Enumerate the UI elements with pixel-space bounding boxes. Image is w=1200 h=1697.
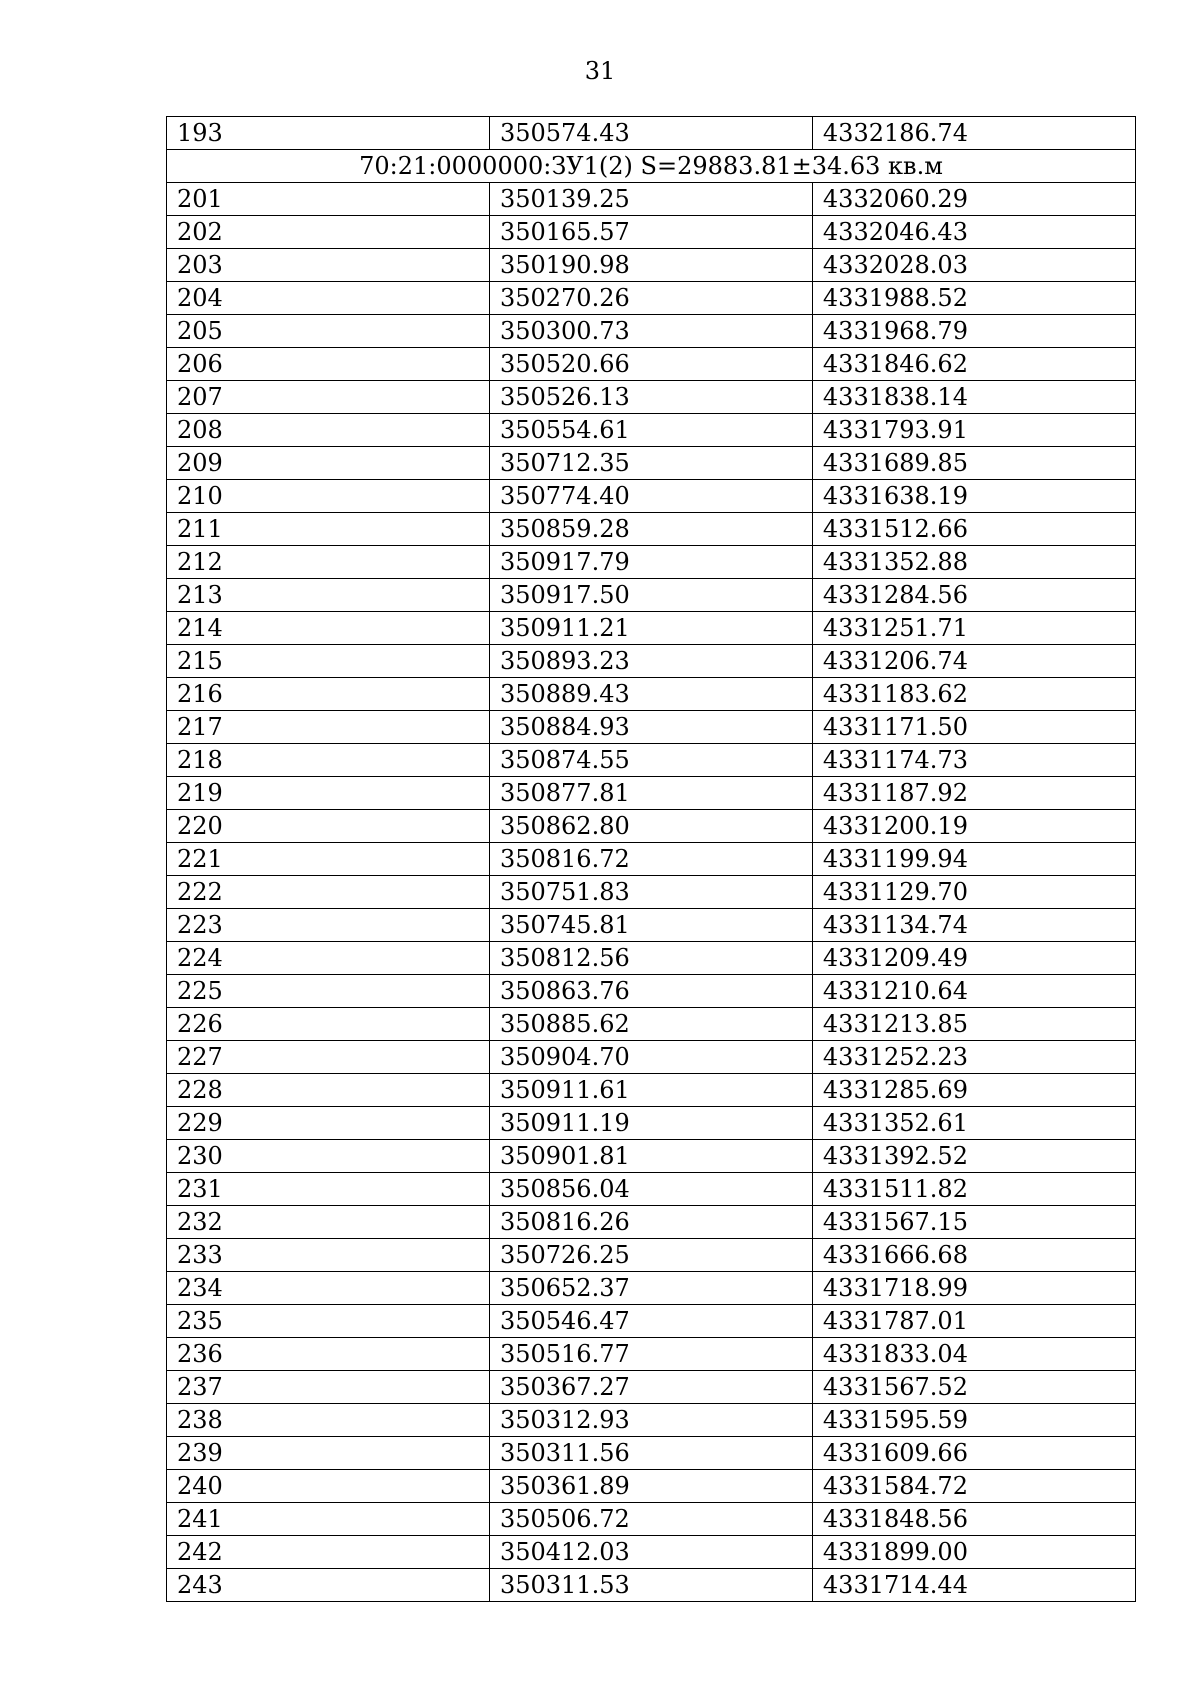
table-row bbox=[167, 1206, 1136, 1239]
point-number-cell: 204 bbox=[167, 282, 490, 315]
point-number-cell: 201 bbox=[167, 183, 490, 216]
y-coordinate-cell: 4331968.79 bbox=[812, 315, 1135, 348]
point-number-cell: 231 bbox=[167, 1173, 490, 1206]
x-coordinate-cell: 350516.77 bbox=[489, 1338, 812, 1371]
point-number-cell: 227 bbox=[167, 1041, 490, 1074]
point-number-cell: 237 bbox=[167, 1371, 490, 1404]
table-row bbox=[167, 1008, 1136, 1041]
point-number-cell: 215 bbox=[167, 645, 490, 678]
x-coordinate-cell: 350751.83 bbox=[489, 876, 812, 909]
x-coordinate-cell: 350917.79 bbox=[489, 546, 812, 579]
x-coordinate-cell: 350816.26 bbox=[489, 1206, 812, 1239]
x-coordinate-cell: 350856.04 bbox=[489, 1173, 812, 1206]
x-coordinate-cell: 350526.13 bbox=[489, 381, 812, 414]
point-number-cell: 239 bbox=[167, 1437, 490, 1470]
point-number-cell: 207 bbox=[167, 381, 490, 414]
y-coordinate-cell: 4331838.14 bbox=[812, 381, 1135, 414]
y-coordinate-cell: 4331213.85 bbox=[812, 1008, 1135, 1041]
point-number-cell: 203 bbox=[167, 249, 490, 282]
table-row bbox=[167, 282, 1136, 315]
y-coordinate-cell: 4331352.61 bbox=[812, 1107, 1135, 1140]
point-number-cell: 212 bbox=[167, 546, 490, 579]
point-number-cell: 213 bbox=[167, 579, 490, 612]
coordinates-table bbox=[166, 116, 1136, 1602]
x-coordinate-cell: 350712.35 bbox=[489, 447, 812, 480]
table-row bbox=[167, 810, 1136, 843]
x-coordinate-cell: 350917.50 bbox=[489, 579, 812, 612]
point-number-cell: 216 bbox=[167, 678, 490, 711]
x-coordinate-cell: 350893.23 bbox=[489, 645, 812, 678]
table-row bbox=[167, 381, 1136, 414]
table-row bbox=[167, 1239, 1136, 1272]
table-row bbox=[167, 612, 1136, 645]
point-number-cell: 236 bbox=[167, 1338, 490, 1371]
section-header: 70:21:0000000:ЗУ1(2) S=29883.81±34.63 кв.м bbox=[167, 150, 1136, 183]
point-number-cell: 226 bbox=[167, 1008, 490, 1041]
table-row bbox=[167, 942, 1136, 975]
y-coordinate-cell: 4331200.19 bbox=[812, 810, 1135, 843]
table-row bbox=[167, 678, 1136, 711]
point-number-cell: 211 bbox=[167, 513, 490, 546]
table-row bbox=[167, 249, 1136, 282]
table-row bbox=[167, 777, 1136, 810]
y-coordinate-cell: 4332060.29 bbox=[812, 183, 1135, 216]
y-coordinate-cell: 4331512.66 bbox=[812, 513, 1135, 546]
table-row bbox=[167, 348, 1136, 381]
x-coordinate-cell: 350901.81 bbox=[489, 1140, 812, 1173]
y-coordinate-cell: 4331793.91 bbox=[812, 414, 1135, 447]
x-coordinate-cell: 350889.43 bbox=[489, 678, 812, 711]
y-coordinate-cell: 4331210.64 bbox=[812, 975, 1135, 1008]
table-row bbox=[167, 876, 1136, 909]
y-coordinate-cell: 4331284.56 bbox=[812, 579, 1135, 612]
y-coordinate-cell: 4331392.52 bbox=[812, 1140, 1135, 1173]
table-row bbox=[167, 1305, 1136, 1338]
x-coordinate-cell: 350911.61 bbox=[489, 1074, 812, 1107]
point-number-cell: 230 bbox=[167, 1140, 490, 1173]
point-number-cell: 222 bbox=[167, 876, 490, 909]
table-row bbox=[167, 447, 1136, 480]
y-coordinate-cell: 4331174.73 bbox=[812, 744, 1135, 777]
table-row bbox=[167, 1536, 1136, 1569]
x-coordinate-cell: 350874.55 bbox=[489, 744, 812, 777]
y-coordinate-cell: 4331171.50 bbox=[812, 711, 1135, 744]
x-coordinate-cell: 350859.28 bbox=[489, 513, 812, 546]
y-coordinate-cell: 4331285.69 bbox=[812, 1074, 1135, 1107]
point-number-cell: 229 bbox=[167, 1107, 490, 1140]
table-row bbox=[167, 1338, 1136, 1371]
x-coordinate-cell: 350311.53 bbox=[489, 1569, 812, 1602]
page-number: 31 bbox=[584, 57, 616, 85]
y-coordinate-cell: 4331352.88 bbox=[812, 546, 1135, 579]
x-coordinate-cell: 350311.56 bbox=[489, 1437, 812, 1470]
table-row bbox=[167, 513, 1136, 546]
y-coordinate-cell: 4331209.49 bbox=[812, 942, 1135, 975]
y-coordinate-cell: 4331718.99 bbox=[812, 1272, 1135, 1305]
x-coordinate-cell: 350726.25 bbox=[489, 1239, 812, 1272]
y-coordinate-cell: 4331251.71 bbox=[812, 612, 1135, 645]
y-coordinate-cell: 4331252.23 bbox=[812, 1041, 1135, 1074]
y-coordinate-cell: 4331584.72 bbox=[812, 1470, 1135, 1503]
point-number-cell: 234 bbox=[167, 1272, 490, 1305]
y-coordinate-cell: 4331183.62 bbox=[812, 678, 1135, 711]
table-row bbox=[167, 975, 1136, 1008]
point-number-cell: 240 bbox=[167, 1470, 490, 1503]
x-coordinate-cell: 350885.62 bbox=[489, 1008, 812, 1041]
table-row bbox=[167, 480, 1136, 513]
table-row bbox=[167, 216, 1136, 249]
point-number-cell: 205 bbox=[167, 315, 490, 348]
y-coordinate-cell: 4331609.66 bbox=[812, 1437, 1135, 1470]
y-coordinate-cell: 4331134.74 bbox=[812, 909, 1135, 942]
section-header-row bbox=[167, 150, 1136, 183]
point-number-cell: 209 bbox=[167, 447, 490, 480]
point-number-cell: 218 bbox=[167, 744, 490, 777]
table-row bbox=[167, 1272, 1136, 1305]
y-coordinate-cell: 4331199.94 bbox=[812, 843, 1135, 876]
point-number-cell: 228 bbox=[167, 1074, 490, 1107]
x-coordinate-cell: 350139.25 bbox=[489, 183, 812, 216]
x-coordinate-cell: 350652.37 bbox=[489, 1272, 812, 1305]
x-coordinate-cell: 350863.76 bbox=[489, 975, 812, 1008]
point-number-cell: 206 bbox=[167, 348, 490, 381]
y-coordinate-cell: 4331511.82 bbox=[812, 1173, 1135, 1206]
y-coordinate-cell: 4332186.74 bbox=[812, 117, 1135, 150]
table-row bbox=[167, 117, 1136, 150]
x-coordinate-cell: 350165.57 bbox=[489, 216, 812, 249]
x-coordinate-cell: 350312.93 bbox=[489, 1404, 812, 1437]
x-coordinate-cell: 350745.81 bbox=[489, 909, 812, 942]
x-coordinate-cell: 350554.61 bbox=[489, 414, 812, 447]
point-number-cell: 238 bbox=[167, 1404, 490, 1437]
point-number-cell: 210 bbox=[167, 480, 490, 513]
y-coordinate-cell: 4331567.15 bbox=[812, 1206, 1135, 1239]
point-number-cell: 243 bbox=[167, 1569, 490, 1602]
point-number-cell: 220 bbox=[167, 810, 490, 843]
y-coordinate-cell: 4331206.74 bbox=[812, 645, 1135, 678]
table-row bbox=[167, 843, 1136, 876]
point-number-cell: 208 bbox=[167, 414, 490, 447]
table-row bbox=[167, 1437, 1136, 1470]
table-row bbox=[167, 183, 1136, 216]
x-coordinate-cell: 350190.98 bbox=[489, 249, 812, 282]
table-row bbox=[167, 1074, 1136, 1107]
y-coordinate-cell: 4331988.52 bbox=[812, 282, 1135, 315]
table-row bbox=[167, 414, 1136, 447]
point-number-cell: 241 bbox=[167, 1503, 490, 1536]
x-coordinate-cell: 350774.40 bbox=[489, 480, 812, 513]
x-coordinate-cell: 350904.70 bbox=[489, 1041, 812, 1074]
coordinates-table-body bbox=[167, 117, 1136, 1602]
y-coordinate-cell: 4331689.85 bbox=[812, 447, 1135, 480]
y-coordinate-cell: 4331638.19 bbox=[812, 480, 1135, 513]
table-row bbox=[167, 546, 1136, 579]
x-coordinate-cell: 350361.89 bbox=[489, 1470, 812, 1503]
point-number-cell: 225 bbox=[167, 975, 490, 1008]
table-row bbox=[167, 1404, 1136, 1437]
table-row bbox=[167, 711, 1136, 744]
table-row bbox=[167, 1107, 1136, 1140]
point-number-cell: 223 bbox=[167, 909, 490, 942]
x-coordinate-cell: 350412.03 bbox=[489, 1536, 812, 1569]
table-row bbox=[167, 909, 1136, 942]
table-row bbox=[167, 744, 1136, 777]
x-coordinate-cell: 350367.27 bbox=[489, 1371, 812, 1404]
table-row bbox=[167, 1140, 1136, 1173]
point-number-cell: 219 bbox=[167, 777, 490, 810]
y-coordinate-cell: 4331567.52 bbox=[812, 1371, 1135, 1404]
point-number-cell: 242 bbox=[167, 1536, 490, 1569]
table-row bbox=[167, 579, 1136, 612]
point-number-cell: 217 bbox=[167, 711, 490, 744]
x-coordinate-cell: 350812.56 bbox=[489, 942, 812, 975]
y-coordinate-cell: 4331187.92 bbox=[812, 777, 1135, 810]
point-number-cell: 233 bbox=[167, 1239, 490, 1272]
table-row bbox=[167, 1173, 1136, 1206]
y-coordinate-cell: 4332028.03 bbox=[812, 249, 1135, 282]
point-number-cell: 202 bbox=[167, 216, 490, 249]
table-row bbox=[167, 1503, 1136, 1536]
x-coordinate-cell: 350506.72 bbox=[489, 1503, 812, 1536]
y-coordinate-cell: 4331833.04 bbox=[812, 1338, 1135, 1371]
x-coordinate-cell: 350270.26 bbox=[489, 282, 812, 315]
y-coordinate-cell: 4331848.56 bbox=[812, 1503, 1135, 1536]
x-coordinate-cell: 350520.66 bbox=[489, 348, 812, 381]
table-row bbox=[167, 1371, 1136, 1404]
x-coordinate-cell: 350911.19 bbox=[489, 1107, 812, 1140]
x-coordinate-cell: 350546.47 bbox=[489, 1305, 812, 1338]
point-number-cell: 193 bbox=[167, 117, 490, 150]
table-row bbox=[167, 1569, 1136, 1602]
y-coordinate-cell: 4331846.62 bbox=[812, 348, 1135, 381]
table-row bbox=[167, 315, 1136, 348]
point-number-cell: 232 bbox=[167, 1206, 490, 1239]
point-number-cell: 224 bbox=[167, 942, 490, 975]
y-coordinate-cell: 4331787.01 bbox=[812, 1305, 1135, 1338]
x-coordinate-cell: 350911.21 bbox=[489, 612, 812, 645]
x-coordinate-cell: 350816.72 bbox=[489, 843, 812, 876]
y-coordinate-cell: 4332046.43 bbox=[812, 216, 1135, 249]
x-coordinate-cell: 350300.73 bbox=[489, 315, 812, 348]
table-row bbox=[167, 1470, 1136, 1503]
point-number-cell: 235 bbox=[167, 1305, 490, 1338]
x-coordinate-cell: 350574.43 bbox=[489, 117, 812, 150]
y-coordinate-cell: 4331595.59 bbox=[812, 1404, 1135, 1437]
table-row bbox=[167, 1041, 1136, 1074]
y-coordinate-cell: 4331666.68 bbox=[812, 1239, 1135, 1272]
x-coordinate-cell: 350862.80 bbox=[489, 810, 812, 843]
point-number-cell: 214 bbox=[167, 612, 490, 645]
x-coordinate-cell: 350884.93 bbox=[489, 711, 812, 744]
point-number-cell: 221 bbox=[167, 843, 490, 876]
table-row bbox=[167, 645, 1136, 678]
y-coordinate-cell: 4331129.70 bbox=[812, 876, 1135, 909]
y-coordinate-cell: 4331899.00 bbox=[812, 1536, 1135, 1569]
y-coordinate-cell: 4331714.44 bbox=[812, 1569, 1135, 1602]
x-coordinate-cell: 350877.81 bbox=[489, 777, 812, 810]
